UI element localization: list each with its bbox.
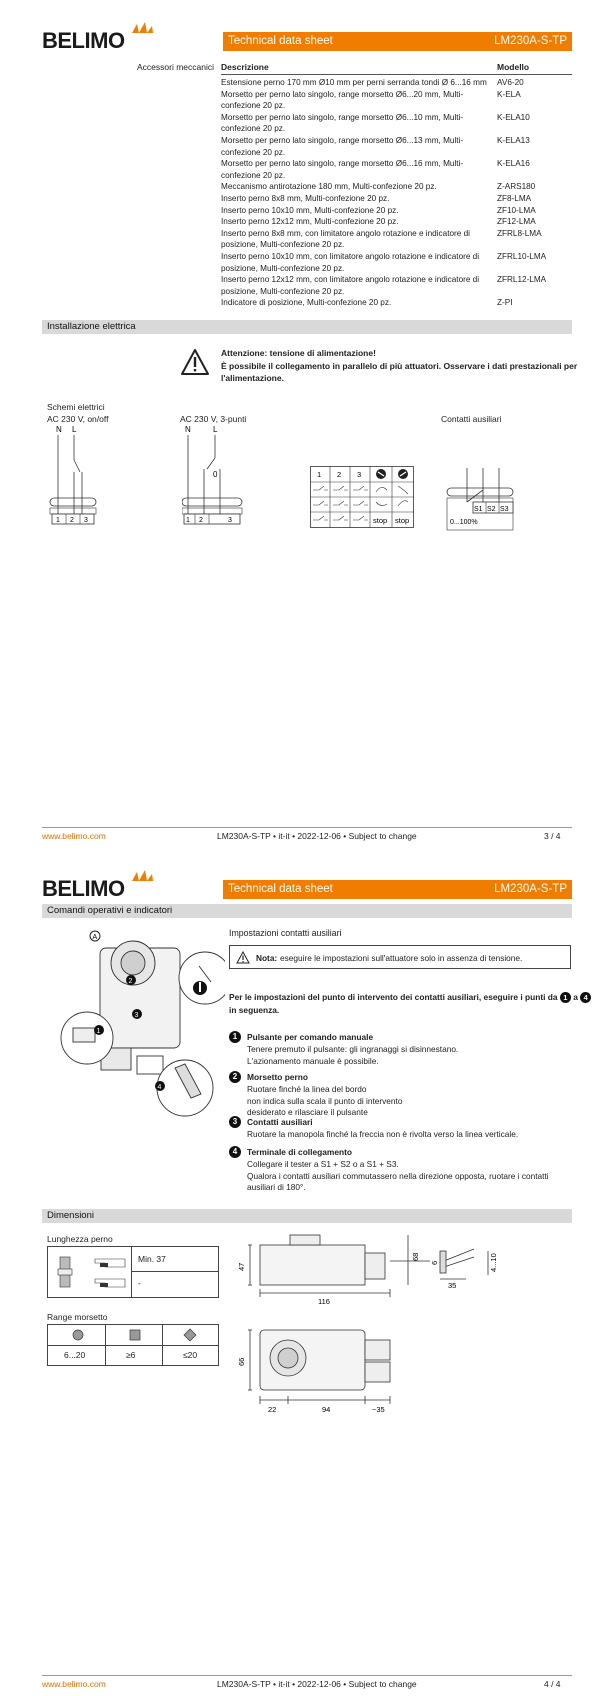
accessory-description: confezione 20 pz.	[221, 124, 286, 134]
accessory-description: Inserto perno 8x8 mm, Multi-confezione 20 pz.	[221, 194, 390, 203]
logo-text: BELIMO	[42, 876, 125, 901]
accessory-row	[221, 251, 491, 274]
step-text: Tenere premuto il pulsante: gli ingranaggi si disinnestano.	[247, 1044, 459, 1054]
intro-step-1-icon: 1	[560, 992, 571, 1003]
accessory-model: ZF10-LMA	[497, 205, 536, 215]
aux-contacts-diagram	[445, 468, 520, 533]
step-text: ausiliari di 180°.	[247, 1182, 306, 1192]
accessory-model: K-ELA13	[497, 136, 530, 145]
square-shaft-icon	[127, 1328, 143, 1342]
aux-settings-subtitle: Impostazioni contatti ausiliari	[229, 928, 342, 938]
step-text: Qualora i contatti ausiliari commutassero nella direzione opposta, ruotare i contatti	[247, 1170, 549, 1181]
accessory-model: ZF12-LMA	[497, 217, 536, 227]
aux-s2: S2	[487, 506, 496, 513]
accessory-model: ZFRL8-LMA	[497, 228, 542, 238]
note-box	[229, 945, 571, 969]
accessory-row	[221, 274, 491, 297]
accessory-description: Morsetto per perno lato singolo, range morsetto Ø6...20 mm, Multi-	[221, 89, 464, 99]
header-bar	[223, 32, 572, 51]
step-text: Ruotare finché la linea del bordo	[247, 1084, 367, 1094]
accessory-description: Morsetto per perno lato singolo, range morsetto Ø6...10 mm, Multi-	[221, 112, 464, 122]
page-4	[0, 848, 600, 1696]
terminal-2: 2	[70, 517, 74, 524]
col-description: Descrizione	[221, 62, 269, 72]
section-installazione-elettrica: Installazione elettrica	[42, 320, 572, 334]
accessory-row	[221, 181, 491, 193]
wire-n-label: N	[185, 425, 191, 434]
accessory-model: ZFRL12-LMA	[497, 275, 547, 285]
stop-label-2: stop	[395, 516, 410, 525]
warning-text-1: È possibile il collegamento in parallelo di più attuatori. Osservare i dati prestazionali per	[221, 361, 578, 371]
section-dimensioni: Dimensioni	[42, 1209, 572, 1223]
accessory-model: ZF8-LMA	[497, 194, 532, 203]
shaft-min: Min. 37	[138, 1254, 166, 1264]
warning-text-2: l'alimentazione.	[221, 373, 284, 383]
footer-rule	[42, 827, 572, 828]
step-text: L'azionamento manuale è possibile.	[247, 1055, 379, 1066]
note-bold: Nota:	[256, 953, 278, 963]
accessory-description: posizione, Multi-confezione 20 pz.	[221, 286, 345, 296]
clamp-value-diamond: ≤20	[183, 1350, 198, 1360]
dim-66: 66	[237, 1357, 246, 1366]
footer-page: 3 / 4	[544, 831, 561, 841]
accessory-description: confezione 20 pz.	[221, 147, 286, 157]
step-title: Contatti ausiliari	[247, 1117, 313, 1127]
header-title: Technical data sheet	[228, 35, 333, 47]
accessory-row	[221, 193, 491, 205]
step-marker-4-icon	[155, 1081, 165, 1091]
accessory-model: Z-ARS180	[497, 182, 536, 192]
terminal-2: 2	[199, 517, 203, 524]
footer-url[interactable]: www.belimo.com	[42, 831, 106, 841]
svg-text:1: 1	[96, 1028, 101, 1035]
step-text: Collegare il tester a S1 + S2 o a S1 + S3.	[247, 1159, 399, 1169]
sw-header-2: 2	[337, 470, 342, 479]
belimo-logo	[42, 874, 125, 901]
intro-a: a	[573, 992, 578, 1002]
accessory-description: confezione 20 pz.	[221, 170, 286, 180]
scheme1-label: AC 230 V, on/off	[47, 414, 109, 424]
accessory-description: Estensione perno 170 mm Ø10 mm per perni serranda tondi Ø 6...16 mm	[221, 78, 487, 87]
logo-mark-icon	[130, 868, 154, 882]
accessory-model: K-ELA10	[497, 112, 530, 122]
step-marker-1-icon	[94, 1025, 104, 1035]
step-number-icon: 3	[229, 1116, 241, 1128]
intro-step-4-icon: 4	[580, 992, 591, 1003]
dim-6: 6	[430, 1260, 439, 1265]
scheme1-diagram	[48, 422, 118, 532]
footer-page: 4 / 4	[544, 1679, 561, 1689]
clamp-range-table	[47, 1324, 219, 1366]
section-comandi-operativi: Comandi operativi e indicatori	[42, 904, 572, 918]
header-title: Technical data sheet	[228, 883, 333, 895]
accessory-row	[221, 205, 491, 217]
accessory-row	[221, 297, 491, 309]
footer-url[interactable]: www.belimo.com	[42, 1679, 106, 1689]
switching-table	[310, 466, 414, 528]
accessory-model: ZFRL10-LMA	[497, 252, 547, 261]
accessory-description: Morsetto per perno lato singolo, range morsetto Ø6...16 mm, Multi-	[221, 159, 464, 169]
header-model: LM230A-S-TP	[494, 883, 567, 895]
step-title: Morsetto perno	[247, 1072, 308, 1082]
accessory-row	[221, 77, 491, 89]
accessory-description: Inserto perno 12x12 mm, con limitatore angolo rotazione e indicatore di	[221, 275, 480, 285]
accessory-description: Inserto perno 8x8 mm, con limitatore angolo rotazione e indicatore di	[221, 228, 470, 238]
accessory-description: Inserto perno 10x10 mm, con limitatore angolo rotazione e indicatore di	[221, 252, 480, 261]
step-text: non indica sulla scala il punto di intervento	[247, 1095, 403, 1106]
intro-line-2: in seguenza.	[229, 1005, 280, 1015]
accessory-description: posizione, Multi-confezione 20 pz.	[221, 240, 345, 250]
step-marker-3-icon	[132, 1009, 142, 1019]
aux-range: 0...100%	[450, 519, 478, 526]
logo-text: BELIMO	[42, 28, 125, 53]
accessory-row	[221, 112, 491, 135]
diamond-shaft-icon	[182, 1328, 198, 1342]
marker-a-icon	[90, 931, 100, 941]
accessory-model: K-ELA16	[497, 159, 530, 169]
intro-text-1: Per le impostazioni del punto di intervento dei contatti ausiliari, eseguire i punti da	[229, 992, 558, 1002]
accessory-description: Meccanismo antirotazione 180 mm, Multi-confezione 20 pz.	[221, 182, 437, 192]
terminal-1: 1	[56, 517, 60, 524]
warning-icon	[180, 348, 210, 376]
dim-68: 68	[411, 1252, 420, 1261]
scheme2-diagram	[182, 422, 257, 532]
dimension-drawing-top	[230, 1320, 450, 1440]
wire-l-label: L	[72, 425, 77, 434]
accessory-description: Inserto perno 12x12 mm, Multi-confezione 20 pz.	[221, 217, 399, 227]
step-marker-2-icon	[126, 975, 136, 985]
footer-rule	[42, 1675, 572, 1676]
terminal-3: 3	[84, 517, 88, 524]
note-warning-icon	[236, 951, 250, 964]
step-number-icon: 4	[229, 1146, 241, 1158]
sw-header-3: 3	[357, 470, 362, 479]
step-title: Pulsante per comando manuale	[247, 1032, 374, 1042]
schemes-title: Schemi elettrici	[47, 402, 105, 412]
accessories-label: Accessori meccanici	[137, 62, 214, 72]
rotate-cw-icon	[398, 469, 408, 479]
accessory-row	[221, 135, 491, 158]
shaft-length-icon	[50, 1247, 130, 1297]
dim-35: 35	[448, 1281, 457, 1290]
header-bar	[223, 880, 572, 899]
aux-s1: S1	[474, 506, 483, 513]
terminal-1: 1	[186, 517, 190, 524]
terminal-3: 3	[228, 517, 232, 524]
actuator-illustration	[55, 918, 225, 1128]
dim-116: 116	[318, 1297, 330, 1306]
footer-center: LM230A-S-TP • it-it • 2022-12-06 • Subject to change	[217, 1679, 417, 1689]
svg-text:4: 4	[157, 1084, 162, 1091]
accessory-row	[221, 216, 491, 228]
belimo-logo	[42, 26, 125, 53]
accessory-description: confezione 20 pz.	[221, 101, 286, 111]
marker-a-text: A	[92, 934, 98, 941]
shaft-length-title: Lunghezza perno	[47, 1234, 113, 1244]
dim-22: 22	[268, 1405, 277, 1414]
scheme3-label: Contatti ausiliari	[441, 414, 502, 424]
dim-m35: ~35	[372, 1405, 385, 1414]
svg-text:2: 2	[128, 978, 133, 985]
clamp-value-square: ≥6	[126, 1350, 136, 1360]
wire-l-label: L	[213, 425, 218, 434]
step-text: Ruotare la manopola finché la freccia non è rivolta verso la linea verticale.	[247, 1129, 519, 1139]
note-text: eseguire le impostazioni sull'attuatore solo in assenza di tensione.	[280, 953, 523, 963]
accessory-description: Indicatore di posizione, Multi-confezione 20 pz.	[221, 298, 392, 308]
svg-text:3: 3	[134, 1012, 139, 1019]
round-shaft-icon	[70, 1328, 86, 1342]
accessory-row	[221, 89, 491, 112]
scheme2-label: AC 230 V, 3-punti	[180, 414, 247, 424]
accessory-model: K-ELA	[497, 89, 521, 99]
shaft-length-table	[47, 1246, 219, 1298]
table-header-rule	[221, 74, 572, 75]
dim-94: 94	[322, 1405, 331, 1414]
step-title: Terminale di collegamento	[247, 1147, 353, 1157]
zero-label: 0	[213, 470, 218, 479]
shaft-dash: -	[138, 1278, 141, 1288]
knob-icon	[193, 981, 207, 995]
accessory-row	[221, 228, 491, 251]
dim-4-10: 4...10	[489, 1253, 498, 1272]
accessory-model: Z-PI	[497, 298, 513, 308]
footer-center: LM230A-S-TP • it-it • 2022-12-06 • Subject to change	[217, 831, 417, 841]
header-model: LM230A-S-TP	[494, 35, 567, 47]
step-text: desiderato e rilasciare il pulsante	[247, 1107, 368, 1117]
stop-label-1: stop	[373, 516, 388, 525]
wire-n-label: N	[56, 425, 62, 434]
aux-s3: S3	[500, 506, 509, 513]
accessory-row	[221, 158, 491, 181]
dim-47: 47	[237, 1262, 246, 1271]
clamp-range-title: Range morsetto	[47, 1312, 108, 1322]
accessory-description: Morsetto per perno lato singolo, range morsetto Ø6...13 mm, Multi-	[221, 136, 464, 145]
step-number-icon: 1	[229, 1031, 241, 1043]
accessory-model: AV6-20	[497, 78, 524, 87]
accessory-description: posizione, Multi-confezione 20 pz.	[221, 263, 345, 273]
col-model: Modello	[497, 62, 530, 72]
intro-line-1	[229, 992, 591, 1003]
step-number-icon: 2	[229, 1071, 241, 1083]
clamp-value-round: 6...20	[64, 1350, 86, 1360]
accessory-description: Inserto perno 10x10 mm, Multi-confezione 20 pz.	[221, 205, 399, 215]
logo-mark-icon	[130, 20, 154, 34]
sw-header-1: 1	[317, 470, 322, 479]
rotate-ccw-icon	[376, 469, 386, 479]
warning-title: Attenzione: tensione di alimentazione!	[221, 348, 376, 358]
